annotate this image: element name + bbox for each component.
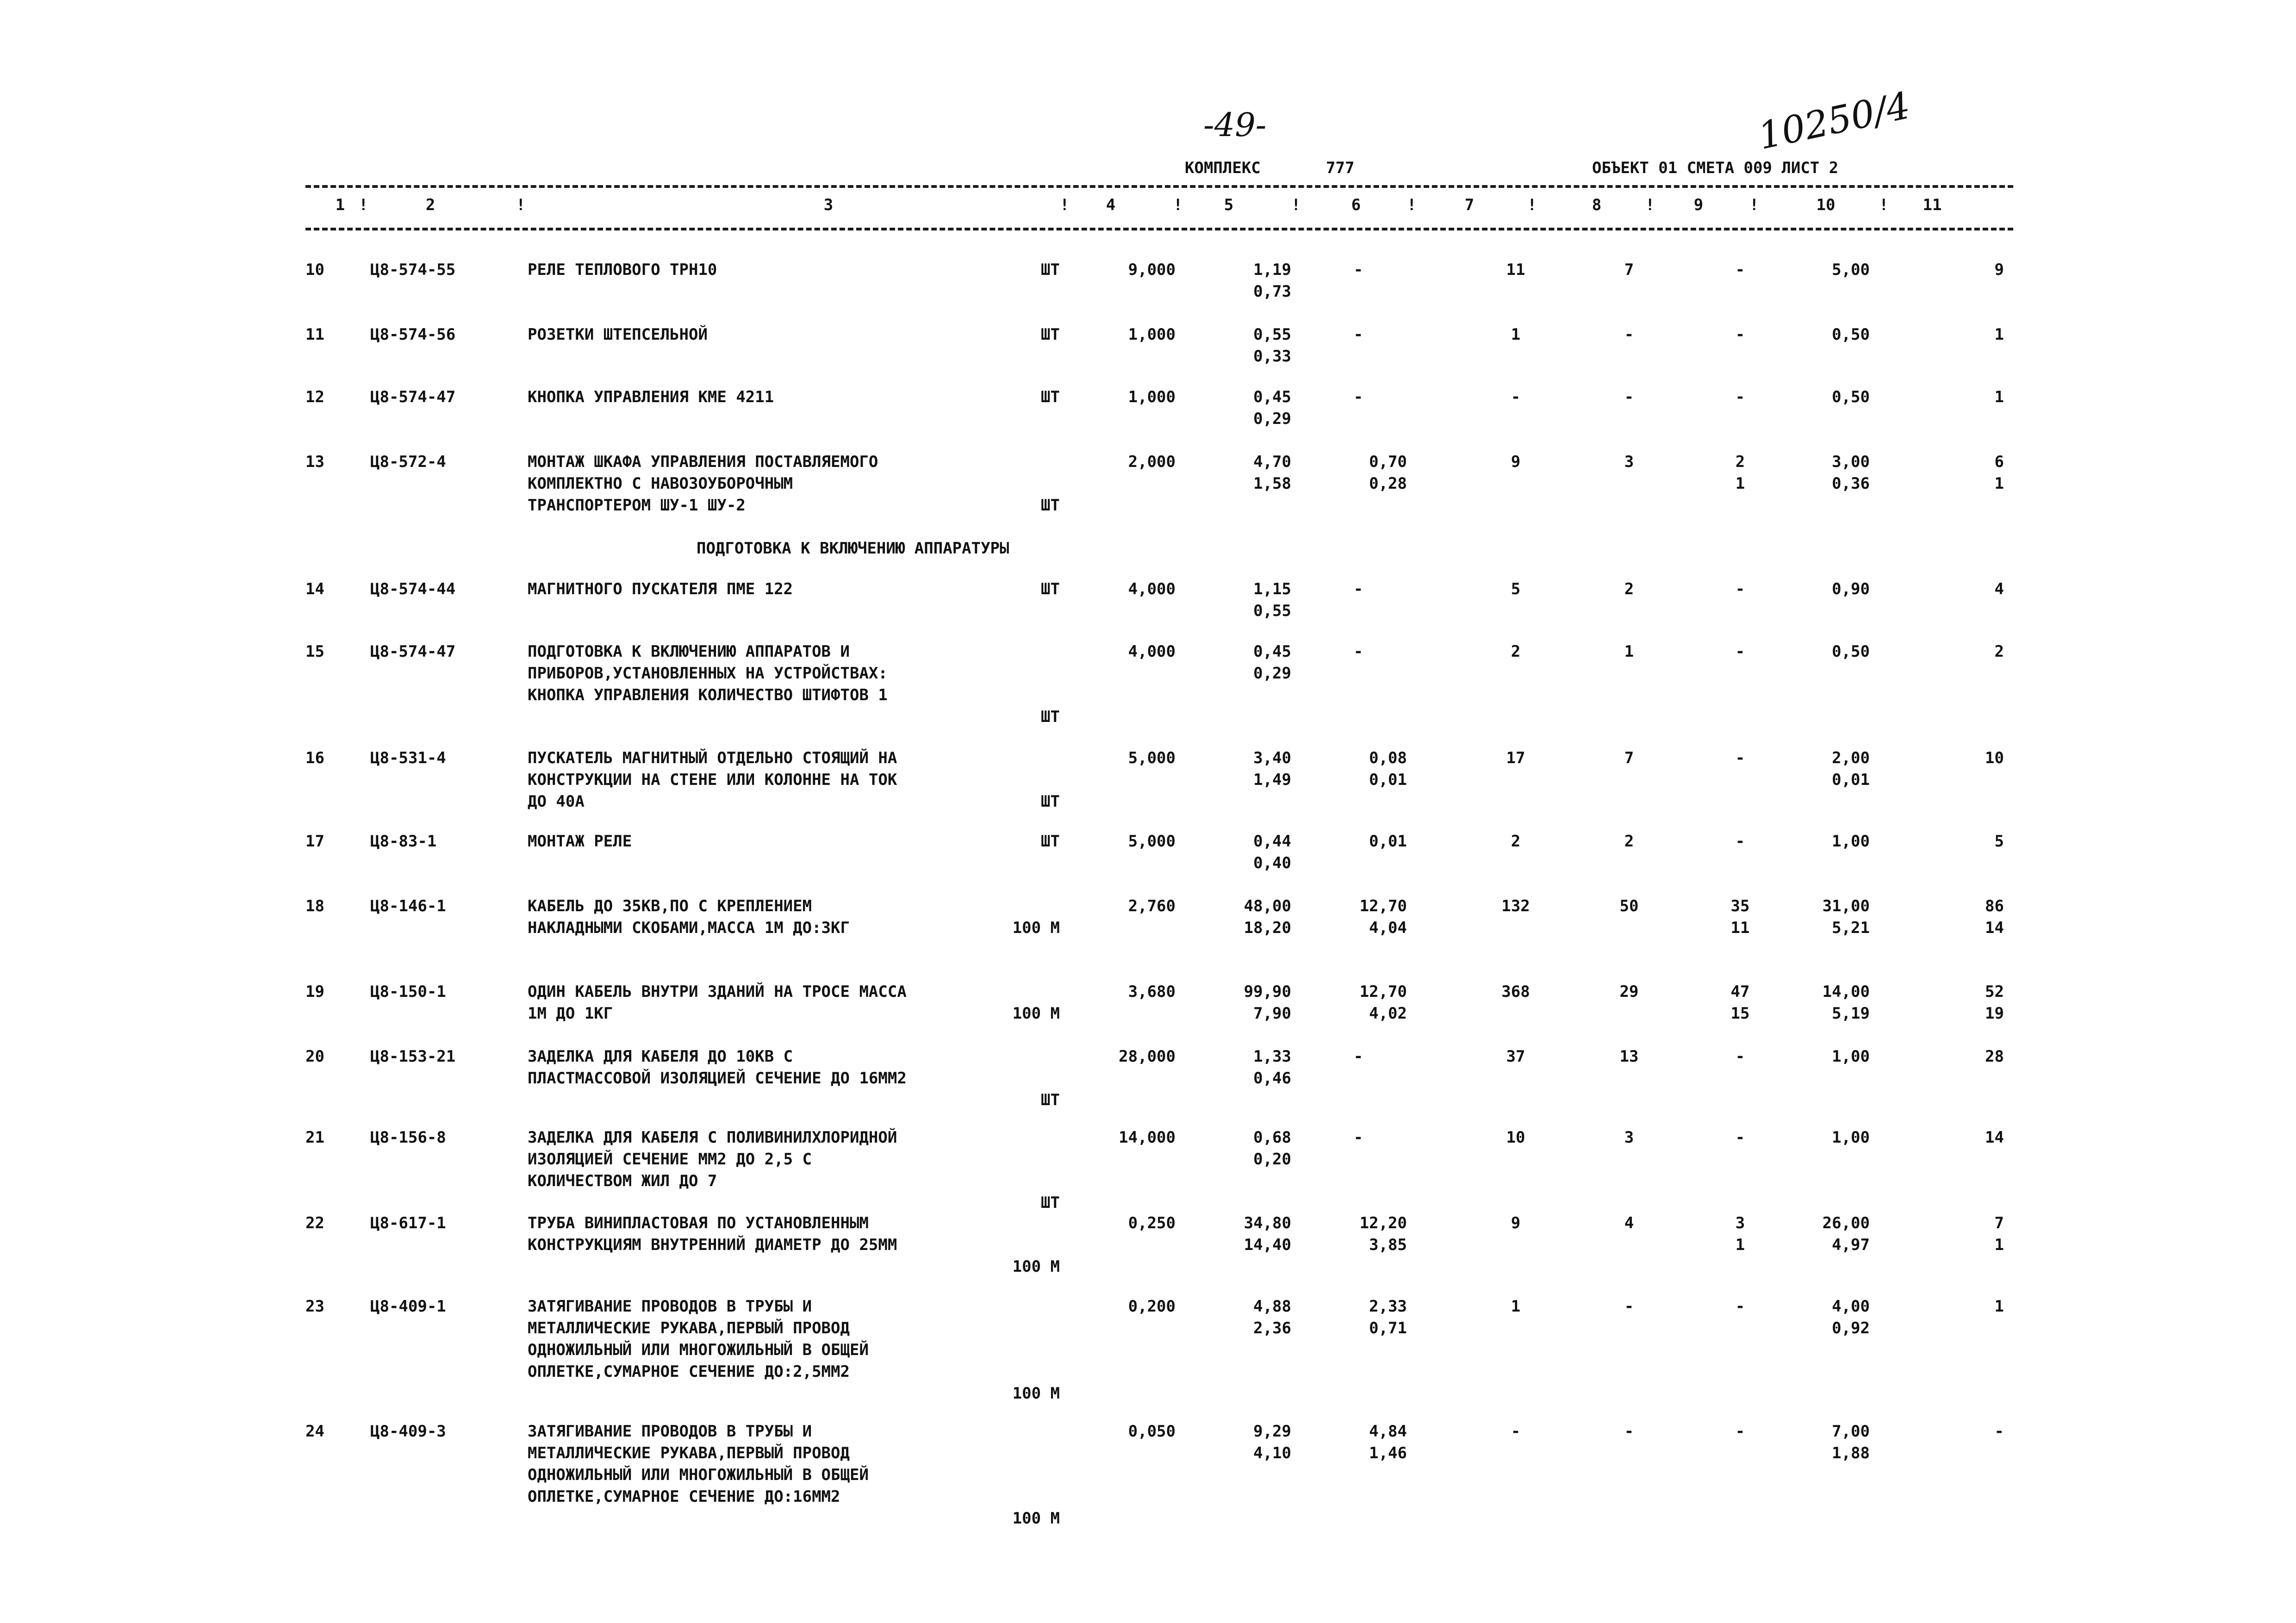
row-description: ОПЛЕТКЕ,СУМАРНОЕ СЕЧЕНИЕ ДО:2,5ММ2 (528, 1362, 850, 1381)
row-unit: ШТ (1041, 708, 1060, 726)
row-col11: 1 (1994, 1297, 2004, 1316)
column-separator: ! (1060, 196, 1070, 214)
row-col8: 50 (1619, 897, 1639, 915)
row-col6: 12,20 (1359, 1214, 1407, 1232)
column-number-4: 4 (1106, 196, 1116, 214)
header-bottom-rule (305, 228, 2013, 230)
row-col9: 11 (1730, 919, 1750, 937)
row-unit: ШТ (1041, 832, 1060, 851)
row-col9: - (1735, 580, 1745, 598)
row-col6: - (1353, 1128, 1363, 1147)
row-col11: 52 (1985, 983, 2004, 1001)
row-code: Ц8-150-1 (370, 983, 446, 1001)
row-col6: 12,70 (1359, 983, 1407, 1001)
row-col8: 2 (1624, 832, 1634, 851)
row-col7: 9 (1511, 1214, 1521, 1232)
row-col6: - (1353, 580, 1363, 598)
row-col9: 1 (1735, 1236, 1745, 1254)
row-col5: 0,46 (1253, 1069, 1291, 1088)
row-number: 21 (305, 1128, 324, 1147)
row-col5: 3,40 (1253, 749, 1291, 767)
row-quantity: 2,000 (1128, 453, 1176, 471)
row-col6: 4,84 (1369, 1422, 1407, 1441)
row-col5: 99,90 (1244, 983, 1291, 1001)
row-col5: 1,33 (1253, 1047, 1291, 1066)
row-col9: - (1735, 832, 1745, 851)
row-col6: 3,85 (1369, 1236, 1407, 1254)
row-col6: - (1353, 388, 1363, 406)
column-number-7: 7 (1464, 196, 1475, 214)
row-code: Ц8-574-47 (370, 388, 456, 406)
row-unit: 100 М (1012, 919, 1060, 937)
row-col5: 1,58 (1253, 474, 1291, 493)
row-col5: 2,36 (1253, 1319, 1291, 1337)
row-col9: - (1735, 642, 1745, 661)
row-code: Ц8-574-47 (370, 642, 456, 661)
row-col7: 132 (1501, 897, 1530, 915)
row-description: ЗАДЕЛКА ДЛЯ КАБЕЛЯ С ПОЛИВИНИЛХЛОРИДНОЙ (528, 1128, 897, 1147)
row-col10: 0,50 (1832, 642, 1870, 661)
row-description: ОДНОЖИЛЬНЫЙ ИЛИ МНОГОЖИЛЬНЫЙ В ОБЩЕЙ (528, 1341, 869, 1359)
row-col9: - (1735, 261, 1745, 279)
row-description: КОЛИЧЕСТВОМ ЖИЛ ДО 7 (528, 1172, 717, 1190)
row-col7: 2 (1511, 642, 1521, 661)
row-col10: 2,00 (1832, 749, 1870, 767)
column-number-5: 5 (1224, 196, 1234, 214)
row-unit: ШТ (1041, 325, 1060, 344)
row-description: КОНСТРУКЦИИ НА СТЕНЕ ИЛИ КОЛОННЕ НА ТОК (528, 771, 897, 789)
row-description: МОНТАЖ РЕЛЕ (528, 832, 632, 851)
row-description: ДО 40А (528, 792, 585, 811)
column-separator: ! (1645, 196, 1655, 214)
column-separator: ! (1749, 196, 1759, 214)
row-col11: 9 (1994, 261, 2004, 279)
row-col5: 0,68 (1253, 1128, 1291, 1147)
row-description: ЗАТЯГИВАНИЕ ПРОВОДОВ В ТРУБЫ И (528, 1422, 812, 1441)
row-col6: 12,70 (1359, 897, 1407, 915)
row-col7: 10 (1506, 1128, 1525, 1147)
column-number-9: 9 (1693, 196, 1704, 214)
row-description: 1М ДО 1КГ (528, 1004, 613, 1023)
column-number-2: 2 (425, 196, 436, 214)
row-description: ОДНОЖИЛЬНЫЙ ИЛИ МНОГОЖИЛЬНЫЙ В ОБЩЕЙ (528, 1466, 869, 1484)
row-quantity: 0,250 (1128, 1214, 1176, 1232)
row-col10: 0,50 (1832, 325, 1870, 344)
row-description: ПУСКАТЕЛЬ МАГНИТНЫЙ ОТДЕЛЬНО СТОЯЩИЙ НА (528, 749, 897, 767)
row-col8: 2 (1624, 580, 1634, 598)
row-col11: 1 (1994, 388, 2004, 406)
row-col10: 5,00 (1832, 261, 1870, 279)
row-col5: 0,29 (1253, 664, 1291, 683)
row-col9: 47 (1730, 983, 1750, 1001)
row-code: Ц8-531-4 (370, 749, 446, 767)
row-col5: 0,55 (1253, 325, 1291, 344)
row-col5: 0,29 (1253, 410, 1291, 428)
row-col5: 34,80 (1244, 1214, 1291, 1232)
row-description: ТРАНСПОРТЕРОМ ШУ-1 ШУ-2 (528, 496, 746, 515)
row-description: КНОПКА УПРАВЛЕНИЯ КОЛИЧЕСТВО ШТИФТОВ 1 (528, 686, 888, 704)
row-number: 11 (305, 325, 324, 344)
row-number: 12 (305, 388, 324, 406)
row-col7: 1 (1511, 1297, 1521, 1316)
page-number: -49- (1203, 106, 1267, 144)
row-number: 13 (305, 453, 324, 471)
row-col10: 4,97 (1832, 1236, 1870, 1254)
row-col9: - (1735, 388, 1745, 406)
row-col10: 0,50 (1832, 388, 1870, 406)
row-col5: 4,88 (1253, 1297, 1291, 1316)
row-col9: - (1735, 1128, 1745, 1147)
row-col7: - (1511, 388, 1521, 406)
section-title: ПОДГОТОВКА К ВКЛЮЧЕНИЮ АППАРАТУРЫ (697, 539, 1009, 558)
row-col11: 6 (1994, 453, 2004, 471)
column-separator: ! (1291, 196, 1301, 214)
row-col6: 1,46 (1369, 1444, 1407, 1462)
row-number: 20 (305, 1047, 324, 1066)
row-col7: 37 (1506, 1047, 1525, 1066)
row-col5: 1,19 (1253, 261, 1291, 279)
row-description: ТРУБА ВИНИПЛАСТОВАЯ ПО УСТАНОВЛЕННЫМ (528, 1214, 869, 1232)
row-description: МЕТАЛЛИЧЕСКИЕ РУКАВА,ПЕРВЫЙ ПРОВОД (528, 1444, 850, 1462)
row-col8: - (1624, 1422, 1634, 1441)
row-description: КНОПКА УПРАВЛЕНИЯ КМЕ 4211 (528, 388, 774, 406)
row-col5: 0,55 (1253, 602, 1291, 620)
row-quantity: 3,680 (1128, 983, 1176, 1001)
row-unit: ШТ (1041, 261, 1060, 279)
row-col11: 4 (1994, 580, 2004, 598)
row-quantity: 4,000 (1128, 642, 1176, 661)
row-unit: ШТ (1041, 388, 1060, 406)
row-col7: 17 (1506, 749, 1525, 767)
row-col10: 1,00 (1832, 1047, 1870, 1066)
column-separator: ! (1527, 196, 1537, 214)
row-col6: - (1353, 1047, 1363, 1066)
row-col5: 0,33 (1253, 347, 1291, 366)
row-code: Ц8-574-55 (370, 261, 456, 279)
row-col11: 1 (1994, 1236, 2004, 1254)
row-number: 23 (305, 1297, 324, 1316)
row-description: РЕЛЕ ТЕПЛОВОГО ТРН10 (528, 261, 717, 279)
row-col9: - (1735, 749, 1745, 767)
row-code: Ц8-146-1 (370, 897, 446, 915)
column-separator: ! (1879, 196, 1889, 214)
row-col10: 1,88 (1832, 1444, 1870, 1462)
row-col8: - (1624, 325, 1634, 344)
row-col7: 1 (1511, 325, 1521, 344)
row-col8: 4 (1624, 1214, 1634, 1232)
column-number-6: 6 (1351, 196, 1361, 214)
row-code: Ц8-574-44 (370, 580, 456, 598)
row-col5: 0,73 (1253, 282, 1291, 301)
row-col11: 14 (1985, 1128, 2004, 1147)
row-col8: 3 (1624, 1128, 1634, 1147)
row-col11: 19 (1985, 1004, 2004, 1023)
row-quantity: 1,000 (1128, 388, 1176, 406)
row-col11: - (1994, 1422, 2004, 1441)
row-col9: - (1735, 1422, 1745, 1441)
row-col10: 5,19 (1832, 1004, 1870, 1023)
row-col5: 0,45 (1253, 642, 1291, 661)
row-unit: ШТ (1041, 1091, 1060, 1109)
header-top-rule (305, 185, 2013, 188)
row-col9: - (1735, 1297, 1745, 1316)
row-col5: 4,70 (1253, 453, 1291, 471)
row-col5: 9,29 (1253, 1422, 1291, 1441)
row-description: ОПЛЕТКЕ,СУМАРНОЕ СЕЧЕНИЕ ДО:16ММ2 (528, 1487, 840, 1506)
row-col10: 0,36 (1832, 474, 1870, 493)
row-quantity: 4,000 (1128, 580, 1176, 598)
row-col6: 4,02 (1369, 1004, 1407, 1023)
row-description: КОНСТРУКЦИЯМ ВНУТРЕННИЙ ДИАМЕТР ДО 25ММ (528, 1236, 897, 1254)
row-col10: 1,00 (1832, 832, 1870, 851)
row-description: НАКЛАДНЫМИ СКОБАМИ,МАССА 1М ДО:3КГ (528, 919, 850, 937)
row-col6: 0,08 (1369, 749, 1407, 767)
row-code: Ц8-617-1 (370, 1214, 446, 1232)
row-col8: 3 (1624, 453, 1634, 471)
row-description: ПОДГОТОВКА К ВКЛЮЧЕНИЮ АППАРАТОВ И (528, 642, 850, 661)
row-col10: 5,21 (1832, 919, 1870, 937)
row-col11: 7 (1994, 1214, 2004, 1232)
row-unit: ШТ (1041, 1194, 1060, 1212)
row-col10: 0,01 (1832, 771, 1870, 789)
column-separator: ! (1407, 196, 1417, 214)
row-col7: 368 (1501, 983, 1530, 1001)
row-quantity: 5,000 (1128, 749, 1176, 767)
row-description: КАБЕЛЬ ДО 35КВ,ПО С КРЕПЛЕНИЕМ (528, 897, 812, 915)
column-number-11: 11 (1923, 196, 1942, 214)
row-col5: 1,49 (1253, 771, 1291, 789)
row-col7: - (1511, 1422, 1521, 1441)
row-col5: 1,15 (1253, 580, 1291, 598)
row-unit: ШТ (1041, 580, 1060, 598)
complex-value: 777 (1326, 159, 1355, 177)
row-col11: 86 (1985, 897, 2004, 915)
row-description: МАГНИТНОГО ПУСКАТЕЛЯ ПМЕ 122 (528, 580, 793, 598)
row-number: 10 (305, 261, 324, 279)
row-col8: 13 (1619, 1047, 1639, 1066)
row-col8: 7 (1624, 261, 1634, 279)
row-col7: 5 (1511, 580, 1521, 598)
row-col9: 3 (1735, 1214, 1745, 1232)
row-col5: 14,40 (1244, 1236, 1291, 1254)
row-col6: - (1353, 325, 1363, 344)
row-col11: 10 (1985, 749, 2004, 767)
row-col9: - (1735, 325, 1745, 344)
row-quantity: 9,000 (1128, 261, 1176, 279)
row-col5: 48,00 (1244, 897, 1291, 915)
column-number-1: 1 (335, 196, 345, 214)
row-col9: 2 (1735, 453, 1745, 471)
row-col11: 1 (1994, 474, 2004, 493)
row-col9: 1 (1735, 474, 1745, 493)
row-number: 16 (305, 749, 324, 767)
row-col5: 18,20 (1244, 919, 1291, 937)
row-description: ПЛАСТМАССОВОЙ ИЗОЛЯЦИЕЙ СЕЧЕНИЕ ДО 16ММ2 (528, 1069, 907, 1088)
row-col6: 0,01 (1369, 771, 1407, 789)
handwritten-reference: 10250/4 (1754, 83, 1914, 158)
row-col5: 0,44 (1253, 832, 1291, 851)
row-col10: 3,00 (1832, 453, 1870, 471)
row-number: 17 (305, 832, 324, 851)
row-col7: 9 (1511, 453, 1521, 471)
row-col5: 0,45 (1253, 388, 1291, 406)
column-separator: ! (1173, 196, 1183, 214)
row-code: Ц8-156-8 (370, 1128, 446, 1147)
row-quantity: 0,050 (1128, 1422, 1176, 1441)
row-col11: 1 (1994, 325, 2004, 344)
row-col8: - (1624, 1297, 1634, 1316)
row-description: ПРИБОРОВ,УСТАНОВЛЕННЫХ НА УСТРОЙСТВАХ: (528, 664, 888, 683)
row-col11: 2 (1994, 642, 2004, 661)
row-number: 15 (305, 642, 324, 661)
row-description: ЗАДЕЛКА ДЛЯ КАБЕЛЯ ДО 10КВ С (528, 1047, 793, 1066)
column-number-10: 10 (1816, 196, 1836, 214)
row-col6: 0,01 (1369, 832, 1407, 851)
row-col5: 0,20 (1253, 1150, 1291, 1169)
row-quantity: 14,000 (1119, 1128, 1176, 1147)
row-col9: 35 (1730, 897, 1750, 915)
row-description: КОМПЛЕКТНО С НАВОЗОУБОРОЧНЫМ (528, 474, 793, 493)
row-unit: 100 М (1012, 1004, 1060, 1023)
row-quantity: 1,000 (1128, 325, 1176, 344)
row-col10: 4,00 (1832, 1297, 1870, 1316)
column-number-8: 8 (1592, 196, 1602, 214)
row-description: ЗАТЯГИВАНИЕ ПРОВОДОВ В ТРУБЫ И (528, 1297, 812, 1316)
column-separator: ! (516, 196, 526, 214)
row-unit: ШТ (1041, 496, 1060, 515)
row-code: Ц8-409-3 (370, 1422, 446, 1441)
row-description: МЕТАЛЛИЧЕСКИЕ РУКАВА,ПЕРВЫЙ ПРОВОД (528, 1319, 850, 1337)
row-code: Ц8-572-4 (370, 453, 446, 471)
row-col6: - (1353, 261, 1363, 279)
complex-label: КОМПЛЕКС (1185, 159, 1261, 177)
row-quantity: 28,000 (1119, 1047, 1176, 1066)
row-col11: 14 (1985, 919, 2004, 937)
row-col11: 5 (1994, 832, 2004, 851)
row-col5: 0,40 (1253, 854, 1291, 872)
row-number: 19 (305, 983, 324, 1001)
column-separator: ! (359, 196, 368, 214)
row-code: Ц8-574-56 (370, 325, 456, 344)
row-col10: 14,00 (1822, 983, 1870, 1001)
row-col8: - (1624, 388, 1634, 406)
row-description: ИЗОЛЯЦИЕЙ СЕЧЕНИЕ ММ2 ДО 2,5 С (528, 1150, 812, 1169)
row-col8: 29 (1619, 983, 1639, 1001)
row-description: РОЗЕТКИ ШТЕПСЕЛЬНОЙ (528, 325, 708, 344)
row-col6: 2,33 (1369, 1297, 1407, 1316)
row-number: 18 (305, 897, 324, 915)
row-col9: 15 (1730, 1004, 1750, 1023)
row-col6: 0,28 (1369, 474, 1407, 493)
row-col11: 28 (1985, 1047, 2004, 1066)
row-number: 14 (305, 580, 324, 598)
row-col10: 0,90 (1832, 580, 1870, 598)
row-unit: ШТ (1041, 792, 1060, 811)
row-code: Ц8-83-1 (370, 832, 437, 851)
row-col5: 4,10 (1253, 1444, 1291, 1462)
row-col7: 11 (1506, 261, 1525, 279)
object-info: ОБЪЕКТ 01 СМЕТА 009 ЛИСТ 2 (1592, 159, 1839, 177)
row-col8: 7 (1624, 749, 1634, 767)
row-col6: - (1353, 642, 1363, 661)
row-col10: 0,92 (1832, 1319, 1870, 1337)
row-quantity: 2,760 (1128, 897, 1176, 915)
row-col8: 1 (1624, 642, 1634, 661)
row-unit: 100 М (1012, 1384, 1060, 1403)
row-code: Ц8-153-21 (370, 1047, 456, 1066)
row-col10: 1,00 (1832, 1128, 1870, 1147)
column-number-3: 3 (823, 196, 834, 214)
row-col6: 4,04 (1369, 919, 1407, 937)
row-quantity: 0,200 (1128, 1297, 1176, 1316)
row-col6: 0,71 (1369, 1319, 1407, 1337)
row-unit: 100 М (1012, 1257, 1060, 1276)
row-number: 22 (305, 1214, 324, 1232)
row-col6: 0,70 (1369, 453, 1407, 471)
row-number: 24 (305, 1422, 324, 1441)
row-col7: 2 (1511, 832, 1521, 851)
row-col10: 31,00 (1822, 897, 1870, 915)
row-description: ОДИН КАБЕЛЬ ВНУТРИ ЗДАНИЙ НА ТРОСЕ МАССА (528, 983, 907, 1001)
row-description: МОНТАЖ ШКАФА УПРАВЛЕНИЯ ПОСТАВЛЯЕМОГО (528, 453, 878, 471)
row-unit: 100 М (1012, 1509, 1060, 1528)
row-col10: 7,00 (1832, 1422, 1870, 1441)
row-col10: 26,00 (1822, 1214, 1870, 1232)
row-col5: 7,90 (1253, 1004, 1291, 1023)
row-quantity: 5,000 (1128, 832, 1176, 851)
row-col9: - (1735, 1047, 1745, 1066)
row-code: Ц8-409-1 (370, 1297, 446, 1316)
